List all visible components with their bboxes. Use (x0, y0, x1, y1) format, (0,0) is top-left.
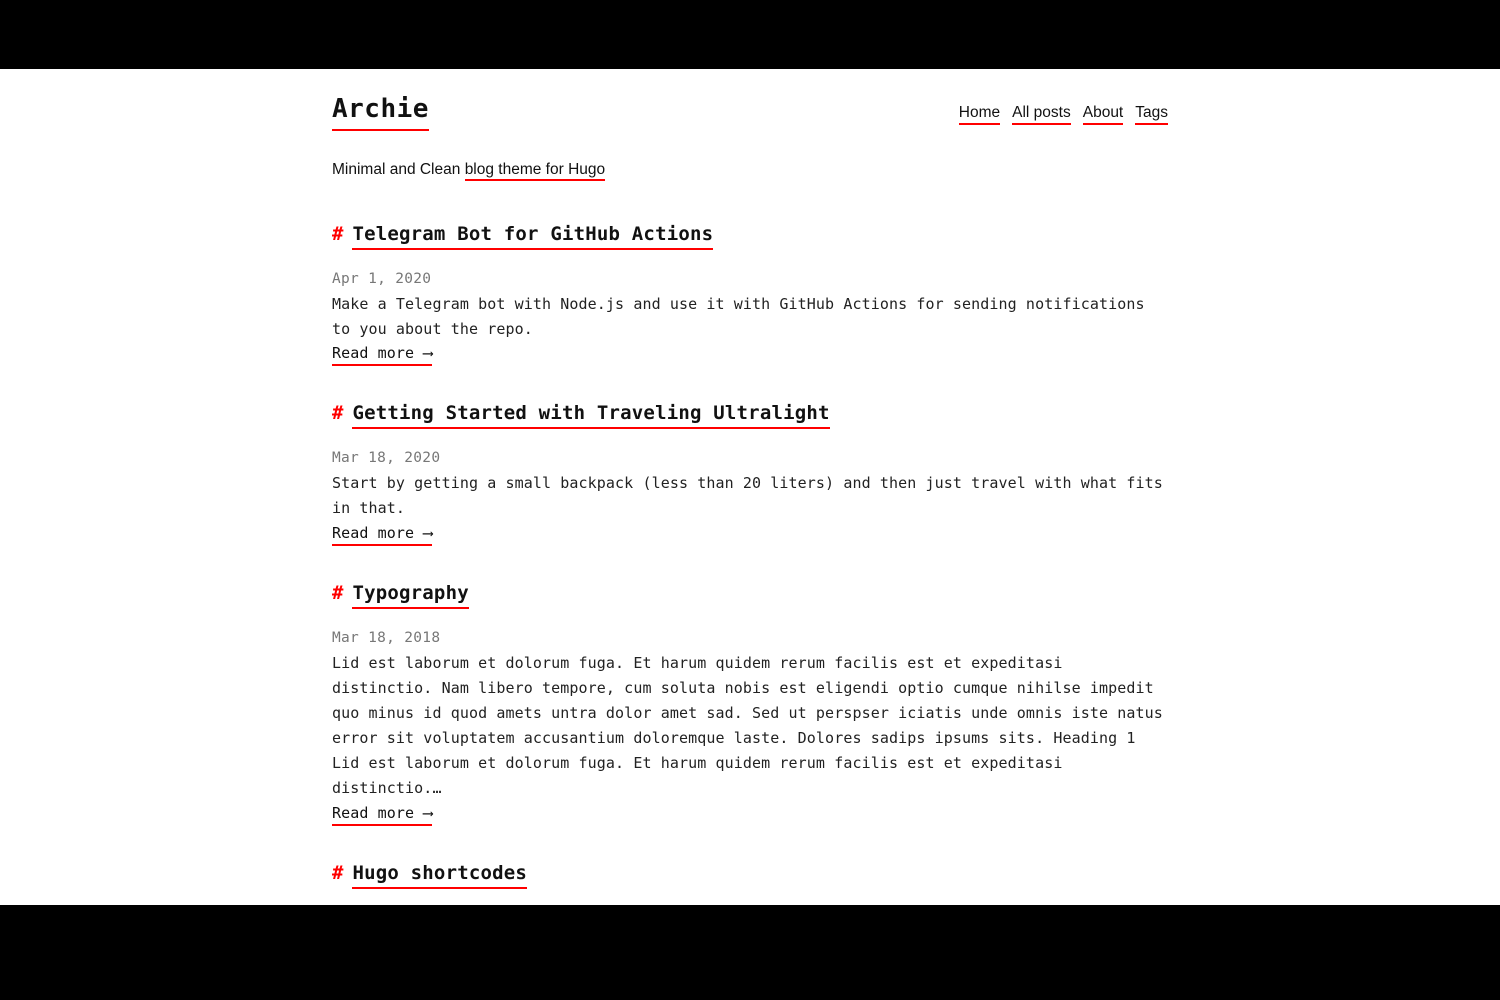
tagline-link[interactable]: blog theme for Hugo (465, 161, 605, 181)
post-title-row (332, 402, 1168, 429)
hash-icon: # (332, 581, 344, 604)
post-summary: Make a Telegram bot with Node.js and use it with GitHub Actions for sending notifications to you about the repo. (332, 294, 1145, 338)
site-content (332, 69, 1168, 889)
post-list (332, 223, 1168, 889)
post-title-row (332, 862, 1168, 889)
post-date: Apr 1, 2020 (332, 270, 432, 287)
site-tagline (332, 161, 1168, 179)
post-title-link[interactable]: Typography (352, 582, 468, 609)
site-title-link[interactable]: Archie (332, 93, 429, 131)
nav-item-all-posts[interactable]: All posts (1012, 104, 1071, 125)
post-title-link[interactable]: Telegram Bot for GitHub Actions (352, 223, 713, 250)
post-date: Mar 18, 2018 (332, 629, 441, 646)
page-surface (0, 69, 1500, 905)
hash-icon: # (332, 402, 344, 425)
main-nav (959, 104, 1168, 125)
list-item (332, 402, 1168, 545)
post-date: Mar 18, 2020 (332, 450, 441, 467)
post-summary: Lid est laborum et dolorum fuga. Et harum quidem rerum facilis est et expeditasi distinctio. Nam libero tempore, cum soluta nobis est eligendi optio cumque nihilse impedit quo minus id quod amets untra dolor amet sad. Sed ut perspser iciatis unde omnis iste natus error sit voluptatem accusantium doloremque laste. Dolores sadips ipsums sits. Heading 1 Lid est laborum et dolorum fuga. Et harum quidem rerum facilis est et expeditasi distinctio.… (332, 653, 1163, 798)
post-summary: Start by getting a small backpack (less than 20 liters) and then just travel with what fits in that. (332, 474, 1163, 518)
nav-item-tags[interactable]: Tags (1135, 104, 1168, 125)
post-title-row (332, 223, 1168, 250)
site-header (332, 93, 1168, 131)
read-more-link[interactable]: Read more ⟶ (332, 344, 432, 366)
nav-item-home[interactable]: Home (959, 104, 1000, 125)
hash-icon: # (332, 861, 344, 884)
tagline-text: Minimal and Clean (332, 160, 465, 178)
read-more-link[interactable]: Read more ⟶ (332, 524, 432, 546)
list-item (332, 223, 1168, 366)
nav-item-about[interactable]: About (1083, 104, 1124, 125)
read-more-link[interactable]: Read more ⟶ (332, 804, 432, 826)
post-title-link[interactable]: Hugo shortcodes (352, 862, 527, 889)
list-item (332, 862, 1168, 889)
hash-icon: # (332, 222, 344, 245)
post-title-row (332, 582, 1168, 609)
post-title-link[interactable]: Getting Started with Traveling Ultralight (352, 402, 829, 429)
list-item (332, 582, 1168, 826)
